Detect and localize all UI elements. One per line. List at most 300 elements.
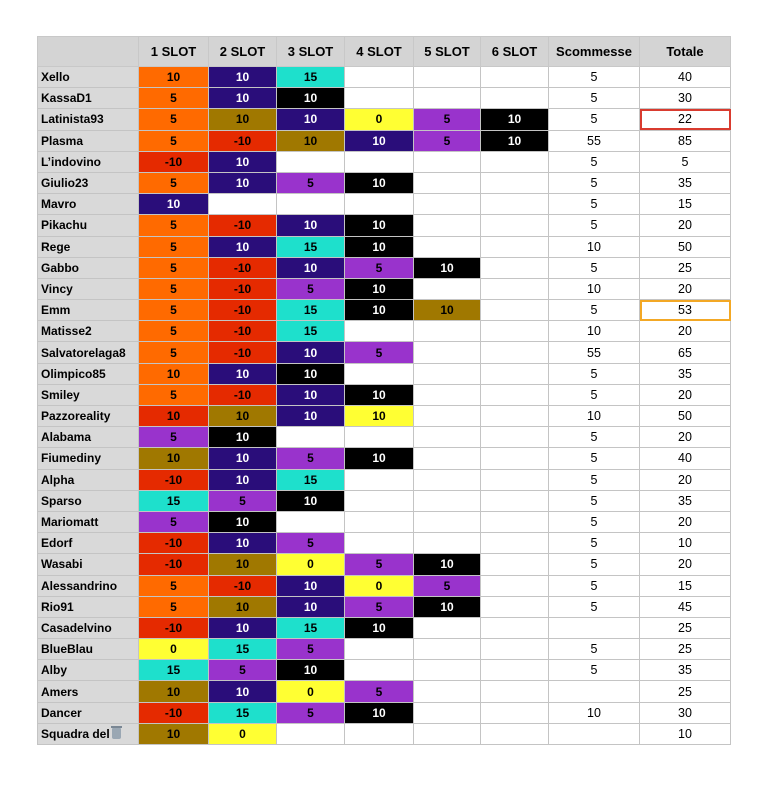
slot-4-cell (345, 321, 414, 342)
slot-6-cell (481, 469, 549, 490)
scommesse-cell: 5 (549, 660, 640, 681)
slot-4-cell: 5 (345, 681, 414, 702)
table-row (38, 384, 731, 405)
slot-4-cell: 0 (345, 575, 414, 596)
slot-3-cell: 5 (277, 278, 345, 299)
player-name: KassaD1 (41, 91, 92, 106)
scommesse-cell: 55 (549, 342, 640, 363)
slot-2-cell: 10 (209, 363, 277, 384)
player-name-cell (38, 681, 139, 702)
slot-4-cell: 5 (345, 554, 414, 575)
slot-2-cell: -10 (209, 130, 277, 151)
slot-2-cell: 10 (209, 533, 277, 554)
slot-1-cell: 5 (139, 257, 209, 278)
slot-6-cell (481, 596, 549, 617)
slot-3-cell: 10 (277, 406, 345, 427)
slot-6-cell (481, 215, 549, 236)
slot-3-cell (277, 194, 345, 215)
slot-1-cell: 0 (139, 639, 209, 660)
totale-cell: 25 (640, 617, 731, 638)
scommesse-cell: 10 (549, 406, 640, 427)
player-name: Casadelvino (41, 620, 112, 635)
table-row (38, 321, 731, 342)
slot-6-cell (481, 236, 549, 257)
slot-6-cell (481, 490, 549, 511)
player-name: Latinista93 (41, 112, 104, 127)
slot-4-cell (345, 511, 414, 532)
scommesse-cell: 5 (549, 575, 640, 596)
slot-1-cell: 15 (139, 660, 209, 681)
slot-6-cell: 10 (481, 109, 549, 130)
table-row (38, 172, 731, 193)
player-name-cell (38, 384, 139, 405)
slot-6-cell (481, 660, 549, 681)
slot-1-cell: 5 (139, 130, 209, 151)
slot-1-cell: -10 (139, 533, 209, 554)
table-row (38, 427, 731, 448)
slot-3-cell: 15 (277, 321, 345, 342)
slot-6-cell (481, 172, 549, 193)
slot-5-cell (414, 469, 481, 490)
slot-4-cell (345, 88, 414, 109)
player-name: Sparso (41, 493, 82, 508)
trash-icon (112, 728, 121, 739)
player-name: BlueBlau (41, 642, 94, 657)
totale-cell: 20 (640, 215, 731, 236)
slot-5-cell: 10 (414, 554, 481, 575)
table-row (38, 151, 731, 172)
slot-4-cell (345, 151, 414, 172)
player-name-cell (38, 427, 139, 448)
player-name: Smiley (41, 387, 80, 402)
slot-5-cell: 10 (414, 257, 481, 278)
slot-6-cell (481, 681, 549, 702)
slot-5-cell: 5 (414, 109, 481, 130)
slot-5-cell (414, 681, 481, 702)
player-name-cell (38, 575, 139, 596)
player-name: Fiumediny (41, 451, 102, 466)
slot-6-cell (481, 617, 549, 638)
slot-3-cell: 5 (277, 702, 345, 723)
totale-cell: 50 (640, 406, 731, 427)
header-cell-slot-6: 6 SLOT (481, 37, 549, 67)
slot-4-cell (345, 639, 414, 660)
slot-2-cell: -10 (209, 342, 277, 363)
slot-6-cell (481, 300, 549, 321)
slot-2-cell: 5 (209, 660, 277, 681)
slot-1-cell: 5 (139, 88, 209, 109)
table-row (38, 596, 731, 617)
player-name-cell (38, 109, 139, 130)
slot-1-cell: 5 (139, 321, 209, 342)
slot-5-cell (414, 363, 481, 384)
slot-6-cell (481, 321, 549, 342)
slot-5-cell (414, 490, 481, 511)
scommesse-cell: 5 (549, 511, 640, 532)
table-row (38, 363, 731, 384)
player-name: Alabama (41, 430, 92, 445)
slot-3-cell: 10 (277, 596, 345, 617)
table-row (38, 300, 731, 321)
player-name-cell (38, 469, 139, 490)
slot-2-cell: 10 (209, 617, 277, 638)
player-name: Wasabi (41, 557, 83, 572)
scommesse-cell: 5 (549, 109, 640, 130)
scommesse-cell: 5 (549, 596, 640, 617)
slot-5-cell (414, 533, 481, 554)
slot-6-cell (481, 448, 549, 469)
slot-4-cell (345, 469, 414, 490)
scommesse-cell: 5 (549, 384, 640, 405)
slot-1-cell: 10 (139, 406, 209, 427)
header-cell-name (38, 37, 139, 67)
scommesse-cell (549, 617, 640, 638)
scommesse-cell: 5 (549, 639, 640, 660)
slot-5-cell (414, 172, 481, 193)
player-name: Emm (41, 303, 71, 318)
slot-4-cell: 5 (345, 342, 414, 363)
slot-3-cell (277, 427, 345, 448)
player-name-cell (38, 88, 139, 109)
slot-1-cell: 5 (139, 575, 209, 596)
slot-2-cell: 10 (209, 554, 277, 575)
slot-1-cell: 5 (139, 427, 209, 448)
player-name: Rio91 (41, 599, 74, 614)
totale-cell: 25 (640, 639, 731, 660)
slot-5-cell (414, 702, 481, 723)
slot-1-cell: -10 (139, 469, 209, 490)
slot-4-cell (345, 490, 414, 511)
slot-2-cell: -10 (209, 257, 277, 278)
player-name: Squadra del (41, 726, 110, 741)
slot-3-cell: 10 (277, 363, 345, 384)
slot-1-cell: 10 (139, 681, 209, 702)
table-row (38, 194, 731, 215)
table-row (38, 702, 731, 723)
slot-4-cell (345, 194, 414, 215)
scommesse-cell: 5 (549, 172, 640, 193)
slot-5-cell (414, 67, 481, 88)
player-name-cell (38, 342, 139, 363)
table-row (38, 130, 731, 151)
slot-3-cell: 15 (277, 617, 345, 638)
slot-1-cell: 10 (139, 363, 209, 384)
table-row (38, 448, 731, 469)
slot-4-cell (345, 427, 414, 448)
player-name-cell (38, 702, 139, 723)
totale-cell: 20 (640, 384, 731, 405)
slot-3-cell: 5 (277, 172, 345, 193)
slot-2-cell: 10 (209, 469, 277, 490)
header-cell-scommesse: Scommesse (549, 37, 640, 67)
table-row (38, 67, 731, 88)
scommesse-cell: 5 (549, 554, 640, 575)
slot-6-cell: 10 (481, 130, 549, 151)
slot-2-cell: -10 (209, 278, 277, 299)
header-cell-slot-5: 5 SLOT (414, 37, 481, 67)
slot-2-cell: 0 (209, 723, 277, 744)
slot-2-cell: 10 (209, 109, 277, 130)
slot-1-cell: 5 (139, 384, 209, 405)
totale-cell: 20 (640, 511, 731, 532)
slot-4-cell: 0 (345, 109, 414, 130)
slot-6-cell (481, 194, 549, 215)
slot-3-cell: 10 (277, 215, 345, 236)
slot-5-cell (414, 406, 481, 427)
slot-1-cell: 5 (139, 596, 209, 617)
slot-3-cell: 10 (277, 257, 345, 278)
player-name: Amers (41, 684, 79, 699)
slot-4-cell: 10 (345, 448, 414, 469)
slot-4-cell: 10 (345, 130, 414, 151)
table-row (38, 554, 731, 575)
slot-6-cell (481, 575, 549, 596)
player-name-cell (38, 172, 139, 193)
slot-2-cell: -10 (209, 300, 277, 321)
player-name-cell (38, 554, 139, 575)
totale-cell: 35 (640, 363, 731, 384)
totale-cell: 45 (640, 596, 731, 617)
slot-5-cell (414, 151, 481, 172)
totale-cell: 30 (640, 88, 731, 109)
slot-6-cell (481, 278, 549, 299)
slot-3-cell: 0 (277, 554, 345, 575)
player-name: Xello (41, 70, 70, 85)
slot-1-cell: 5 (139, 300, 209, 321)
totale-cell: 85 (640, 130, 731, 151)
player-name: Plasma (41, 133, 84, 148)
slot-2-cell: 10 (209, 448, 277, 469)
slot-2-cell (209, 194, 277, 215)
totale-cell: 30 (640, 702, 731, 723)
slot-1-cell: 10 (139, 448, 209, 469)
player-name-cell (38, 596, 139, 617)
table-row (38, 490, 731, 511)
slot-5-cell (414, 278, 481, 299)
header-cell-slot-3: 3 SLOT (277, 37, 345, 67)
header-cell-slot-2: 2 SLOT (209, 37, 277, 67)
slot-4-cell: 5 (345, 257, 414, 278)
slot-5-cell (414, 236, 481, 257)
slot-6-cell (481, 406, 549, 427)
slot-3-cell (277, 151, 345, 172)
table-row (38, 88, 731, 109)
totale-cell: 25 (640, 681, 731, 702)
slot-4-cell: 10 (345, 617, 414, 638)
scommesse-cell: 5 (549, 469, 640, 490)
slot-3-cell: 10 (277, 109, 345, 130)
slot-3-cell: 10 (277, 130, 345, 151)
slot-3-cell: 10 (277, 490, 345, 511)
scommesse-cell: 5 (549, 257, 640, 278)
totale-cell: 10 (640, 533, 731, 554)
table-row (38, 723, 731, 744)
player-name: Pikachu (41, 218, 88, 233)
slot-6-cell (481, 511, 549, 532)
slot-2-cell: 10 (209, 88, 277, 109)
slot-1-cell: 5 (139, 109, 209, 130)
slot-3-cell (277, 511, 345, 532)
slot-5-cell (414, 511, 481, 532)
slot-5-cell: 5 (414, 130, 481, 151)
player-name: Pazzoreality (41, 409, 111, 424)
slot-6-cell (481, 723, 549, 744)
totale-cell: 20 (640, 469, 731, 490)
scommesse-cell: 5 (549, 533, 640, 554)
slot-5-cell (414, 88, 481, 109)
player-name: Gabbo (41, 260, 79, 275)
player-name: Dancer (41, 705, 82, 720)
scommesse-cell: 55 (549, 130, 640, 151)
slot-1-cell: 5 (139, 278, 209, 299)
slot-5-cell (414, 342, 481, 363)
player-name-cell (38, 617, 139, 638)
player-name-cell (38, 321, 139, 342)
scommesse-cell: 10 (549, 702, 640, 723)
slot-3-cell: 15 (277, 469, 345, 490)
player-name-cell (38, 215, 139, 236)
slot-1-cell: -10 (139, 617, 209, 638)
slot-4-cell (345, 660, 414, 681)
player-name: Alpha (41, 472, 75, 487)
slot-2-cell: 10 (209, 681, 277, 702)
slot-1-cell: 10 (139, 194, 209, 215)
header-cell-slot-4: 4 SLOT (345, 37, 414, 67)
player-name-cell (38, 723, 139, 744)
slot-5-cell: 10 (414, 300, 481, 321)
slot-5-cell: 10 (414, 596, 481, 617)
totale-cell: 35 (640, 490, 731, 511)
scommesse-cell: 5 (549, 215, 640, 236)
slot-2-cell: 10 (209, 427, 277, 448)
slot-4-cell: 10 (345, 702, 414, 723)
scommesse-cell: 5 (549, 363, 640, 384)
slot-3-cell: 5 (277, 448, 345, 469)
slot-1-cell: 10 (139, 67, 209, 88)
scommesse-cell: 5 (549, 151, 640, 172)
player-name-cell (38, 151, 139, 172)
player-name: Alby (41, 663, 68, 678)
player-name-cell (38, 300, 139, 321)
slot-5-cell (414, 639, 481, 660)
slot-6-cell (481, 639, 549, 660)
player-name-cell (38, 406, 139, 427)
slot-1-cell: -10 (139, 554, 209, 575)
player-name-cell (38, 363, 139, 384)
slot-2-cell: -10 (209, 321, 277, 342)
slot-4-cell: 10 (345, 215, 414, 236)
totale-cell: 20 (640, 427, 731, 448)
table-row (38, 469, 731, 490)
slot-3-cell: 10 (277, 342, 345, 363)
slot-2-cell: -10 (209, 215, 277, 236)
slot-4-cell: 10 (345, 236, 414, 257)
slot-3-cell (277, 723, 345, 744)
totale-cell: 50 (640, 236, 731, 257)
player-name: Edorf (41, 536, 73, 551)
scommesse-cell: 5 (549, 448, 640, 469)
slot-6-cell (481, 384, 549, 405)
scommesse-cell: 10 (549, 278, 640, 299)
player-name-cell (38, 257, 139, 278)
table-row (38, 109, 731, 130)
slot-3-cell: 10 (277, 384, 345, 405)
slot-5-cell (414, 660, 481, 681)
table-row (38, 511, 731, 532)
scores-table (37, 36, 731, 745)
scommesse-cell: 10 (549, 321, 640, 342)
totale-cell: 40 (640, 67, 731, 88)
player-name-cell (38, 639, 139, 660)
player-name-cell (38, 490, 139, 511)
slot-3-cell: 0 (277, 681, 345, 702)
scommesse-cell (549, 723, 640, 744)
slot-1-cell: 5 (139, 215, 209, 236)
scommesse-cell (549, 681, 640, 702)
player-name-cell (38, 448, 139, 469)
totale-cell: 65 (640, 342, 731, 363)
slot-2-cell: 15 (209, 702, 277, 723)
slot-4-cell (345, 723, 414, 744)
totale-cell: 20 (640, 278, 731, 299)
slot-3-cell: 5 (277, 639, 345, 660)
totale-cell: 15 (640, 575, 731, 596)
scommesse-cell: 5 (549, 300, 640, 321)
totale-cell: 25 (640, 257, 731, 278)
slot-4-cell (345, 363, 414, 384)
player-name: Alessandrino (41, 578, 118, 593)
slot-5-cell (414, 321, 481, 342)
table-row (38, 639, 731, 660)
table-row (38, 278, 731, 299)
slot-6-cell (481, 151, 549, 172)
slot-6-cell (481, 257, 549, 278)
table-row (38, 236, 731, 257)
slot-5-cell (414, 448, 481, 469)
slot-5-cell (414, 194, 481, 215)
player-name-cell (38, 130, 139, 151)
totale-cell: 20 (640, 321, 731, 342)
slot-2-cell: -10 (209, 384, 277, 405)
slot-5-cell (414, 215, 481, 236)
player-name: Giulio23 (41, 176, 89, 191)
slot-1-cell: -10 (139, 702, 209, 723)
slot-1-cell: 15 (139, 490, 209, 511)
totale-cell: 22 (640, 109, 731, 130)
slot-1-cell: 5 (139, 172, 209, 193)
slot-3-cell: 15 (277, 236, 345, 257)
slot-2-cell: 10 (209, 151, 277, 172)
slot-2-cell: -10 (209, 575, 277, 596)
slot-4-cell (345, 533, 414, 554)
slot-1-cell: 5 (139, 342, 209, 363)
scommesse-cell: 5 (549, 67, 640, 88)
slot-3-cell: 10 (277, 575, 345, 596)
slot-1-cell: 5 (139, 236, 209, 257)
slot-6-cell (481, 67, 549, 88)
scommesse-cell: 5 (549, 427, 640, 448)
slot-1-cell: 5 (139, 511, 209, 532)
table-row (38, 681, 731, 702)
scommesse-cell: 5 (549, 88, 640, 109)
slot-6-cell (481, 427, 549, 448)
slot-2-cell: 10 (209, 67, 277, 88)
slot-6-cell (481, 88, 549, 109)
slot-4-cell: 10 (345, 406, 414, 427)
slot-1-cell: -10 (139, 151, 209, 172)
slot-4-cell: 5 (345, 596, 414, 617)
player-name: Vincy (41, 281, 73, 296)
